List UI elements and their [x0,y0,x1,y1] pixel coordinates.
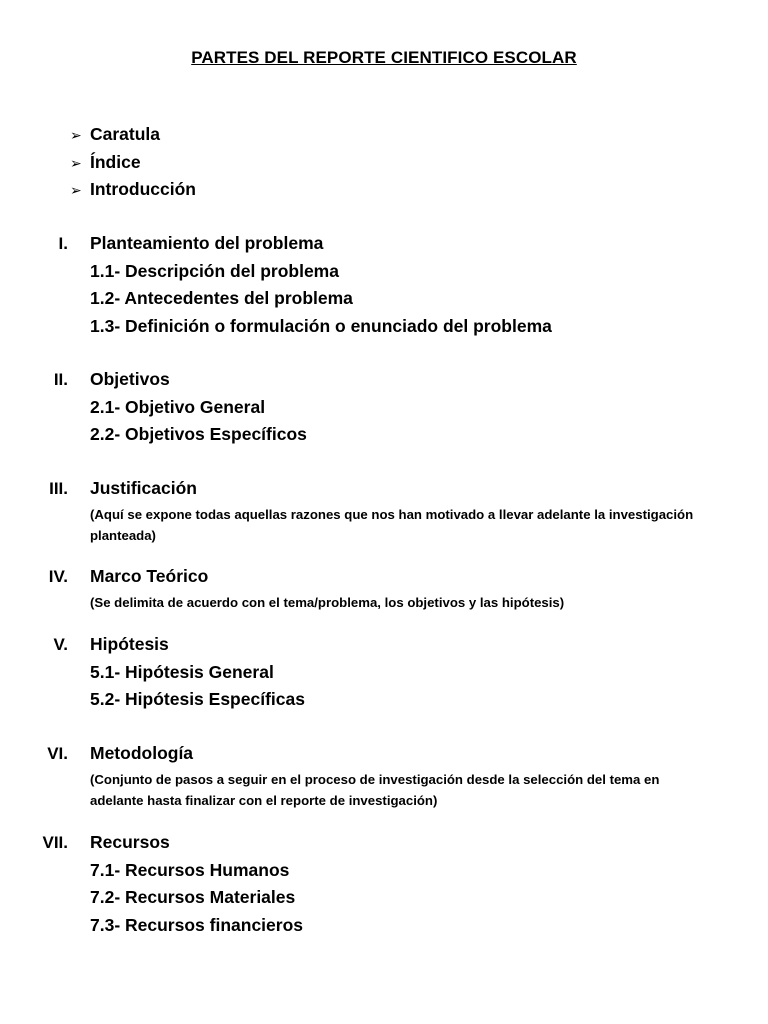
subsection-item: 7.1- Recursos Humanos [90,859,290,880]
subsection-item: 1.1- Descripción del problema [90,260,339,281]
bullet-label: Introducción [90,179,196,199]
subsection-item: 5.2- Hipótesis Específicas [90,689,305,709]
arrow-bullet-icon: ➢ [70,154,82,171]
subsection-item: 7.2- Recursos Materiales [90,887,296,907]
arrow-bullet-icon: ➢ [70,182,82,198]
section-title: Planteamiento del problema [90,233,324,253]
section-heading [0,740,768,768]
section-heading [0,631,768,659]
section-numeral: VII. [42,833,68,852]
document-title: PARTES DEL REPORTE CIENTIFICO ESCOLAR [191,48,577,67]
section-recursos [0,829,768,939]
section-metodologia [0,740,768,811]
bullet-list [70,121,196,204]
bullet-label: Índice [90,151,141,172]
section-title: Marco Teórico [90,566,209,586]
section-marco-teorico [0,563,768,613]
section-heading [0,563,768,591]
bullet-label: Caratula [90,124,161,144]
section-numeral: I. [58,234,68,253]
section-numeral: VI. [47,744,68,763]
section-heading [0,366,768,394]
section-title: Metodología [90,743,194,763]
subsection-item: 1.2- Antecedentes del problema [90,288,353,308]
subsection-item: 2.1- Objetivo General [90,396,266,417]
section-numeral: V. [53,635,68,654]
bullet-item [70,149,196,177]
section-title: Hipótesis [90,634,169,654]
section-note: (Aquí se expone todas aquellas razones que nos han motivado a llevar adelante la investigación planteada) [90,506,694,543]
bullet-item [70,121,196,149]
section-title: Justificación [90,478,197,498]
bullet-item [70,176,196,204]
arrow-bullet-icon: ➢ [70,127,82,143]
section-title: Objetivos [90,369,170,389]
section-heading [0,475,768,503]
section-note: (Se delimita de acuerdo con el tema/problema, los objetivos y las hipótesis) [90,594,565,610]
subsection-item: 2.2- Objetivos Específicos [90,424,307,444]
section-note: (Conjunto de pasos a seguir en el proceso de investigación desde la selección del tema en adelante hasta finalizar con el reporte de investigación) [90,771,660,808]
section-numeral: III. [49,479,68,498]
subsection-item: 5.1- Hipótesis General [90,661,274,682]
section-numeral: II. [53,370,68,389]
section-numeral: IV. [48,567,68,586]
section-hipotesis [0,631,768,714]
subsection-item: 1.3- Definición o formulación o enunciado del problema [90,315,552,336]
section-title: Recursos [90,832,170,852]
section-planteamiento [0,230,768,340]
section-heading [0,230,768,258]
section-justificacion [0,475,768,546]
section-objetivos [0,366,768,449]
section-heading [0,829,768,857]
subsection-item: 7.3- Recursos financieros [90,914,303,935]
